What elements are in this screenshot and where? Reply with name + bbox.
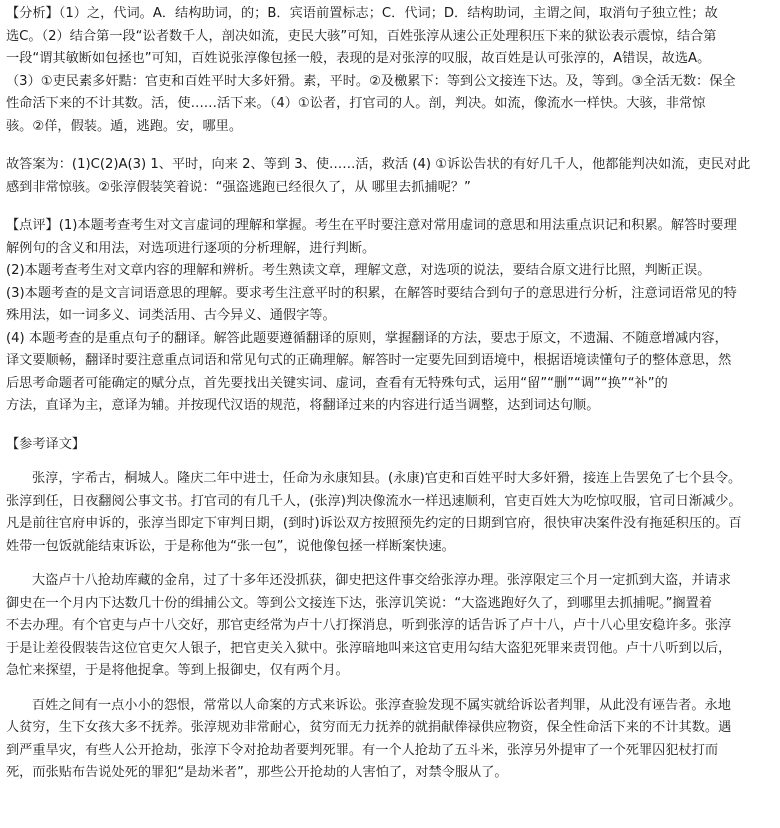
translation-line: 到严重旱灾，有些人公开抢劫，张淳下令对抢劫者要判死罪。有一个人抢劫了五斗米，张淳另外提审了一个死罪囚犯杖打而 <box>6 742 719 758</box>
translation-line: 姓带一包饭就能结束诉讼，于是称他为“张一包”，说他像包拯一样断案快速。 <box>6 538 455 554</box>
analysis-line: （3）①吏民素多奸黠：官吏和百姓平时大多奸猾。素，平时。②及檄累下：等到公文接连下达。及，等到。③全活无数：保全 <box>6 73 736 89</box>
translation-line: 急忙来探望，于是将他捉拿。等到上报御史，仅有两个月。 <box>6 663 349 678</box>
analysis-line: 【分析】（1）之，代词。A．结构助词，的；B．宾语前置标志；C．代词；D．结构助词，主谓之间，取消句子独立性；故 <box>6 6 718 21</box>
translation-line: 张淳，字希古，桐城人。隆庆二年中进士，任命为永康知县。(永康)官吏和百姓平时大多奸猾，接连上告罢免了七个县令。 <box>32 471 742 486</box>
translation-line: 大盗卢十八抢劫库藏的金帛，过了十多年还没抓获，御史把这件事交给张淳办理。张淳限定三个月一定抓到大盗，并请求 <box>32 573 731 588</box>
translation-paragraph <box>6 570 774 683</box>
answer-line: 感到非常惊骇。②张淳假装笑着说：“强盗逃跑已经很久了，从 哪里去抓捕呢？” <box>6 179 471 195</box>
comment-line: 译文要顺畅，翻译时要注意重点词语和常见句式的正确理解。解答时一定要先回到语境中，根据语境读懂句子的整体意思，然 <box>6 353 732 368</box>
comment-line: 方法，直译为主，意译为辅。并按现代汉语的规范，将翻译过来的内容进行适当调整，达到词达句顺。 <box>6 398 600 413</box>
comment-line: (2)本题考查考生对文章内容的理解和辨析。考生熟读文章，理解文意，对选项的说法，要结合原文进行比照，判断正误。 <box>6 263 711 278</box>
translation-line: 御史在一个月内下达数几十份的缉捕公文。等到公文接连下达，张淳讥笑说：“大盗逃跑好久了，到哪里去抓捕呢。”搁置着 <box>6 595 712 611</box>
translation-line: 不去办理。有个官吏与卢十八交好，那官吏经常为卢十八打探消息，听到张淳的话告诉了卢十八，卢十八心里安稳许多。张淳 <box>6 618 732 633</box>
translation-paragraph <box>6 468 774 558</box>
analysis-line: 一段“谓其敏断如包拯也”可知，百姓说张淳像包拯一般，表现的是对张淳的叹服，故百姓是认可张淳的，A错误，故选A。 <box>6 51 711 66</box>
translation-paragraph <box>6 695 774 785</box>
answer-line: 故答案为：(1)C(2)A(3) 1、平时，向来 2、等到 3、使……活，救活 (4) ①诉讼告状的有好几千人，他都能判决如流，吏民对此 <box>6 157 751 172</box>
analysis-line: 骇。②佯，假装。遁，逃跑。安，哪里。 <box>6 118 243 134</box>
comment-line: (3)本题考查的是文言词语意思的理解。要求考生注意平时的积累，在解答时要结合到句子的意思进行分析，注意词语常见的特 <box>6 285 737 301</box>
translation-line: 百姓之间有一点小小的怨恨，常常以人命案的方式来诉讼。张淳查验发现不属实就给诉讼者判罪，从此没有诬告者。永地 <box>32 697 731 713</box>
translation-line: 凡是前往官府申诉的，张淳当即定下审判日期，(到时)诉讼双方按照预先约定的日期到官府，很快审决案件没有拖延积压的。百 <box>6 516 742 531</box>
comment-line: (4) 本题考查的是重点句子的翻译。解答此题要遵循翻译的原则，掌握翻译的方法，要忠于原文，不遗漏、不随意增减内容， <box>6 330 728 346</box>
comment-line: 【点评】(1)本题考查考生对文言虚词的理解和掌握。考生在平时要注意对常用虚词的意思和用法重点识记和积累。解答时要理 <box>6 218 737 233</box>
translation-line: 死，而张贴布告说处死的罪犯“是劫米者”，那些公开抢劫的人害怕了，对禁令服从了。 <box>6 765 508 780</box>
comment-line: 后思考命题者可能确定的赋分点，首先要找出关键实词、虚词，查看有无特殊句式，运用“留”“删”“调”“换”“补”的 <box>6 375 668 391</box>
translation-heading: 【参考译文】 <box>6 436 86 452</box>
translation-line: 人贫穷，生下女孩大多不抚养。张淳规劝非常耐心，贫穷而无力抚养的就捐献俸禄供应物资，保全性命活下来的不计其数。遇 <box>6 720 732 735</box>
analysis-line: 选C。（2）结合第一段“讼者数千人，剖决如流，吏民大骇”可知，百姓张淳从速公正处理积压下来的狱讼表示震惊，结合第 <box>6 28 717 44</box>
analysis-line: 性命活下来的不计其数。活，使……活下来。（4）①讼者，打官司的人。剖，判决。如流，像流水一样快。大骇，非常惊 <box>6 96 706 111</box>
answer-section <box>6 154 774 199</box>
comment-line: 殊用法，如一词多义、词类活用、古今异义、通假字等。 <box>6 308 336 323</box>
analysis-section <box>6 3 774 138</box>
translation-line: 张淳到任，日夜翻阅公事文书。打官司的有几千人，(张淳)判决像流水一样迅速顺利，官吏百姓大为吃惊叹服，官司日渐减少。 <box>6 493 742 509</box>
translation-line: 于是让差役假装告这位官吏欠人银子，把官吏关入狱中。张淳暗地叫来这官吏用勾结大盗犯死罪来责罚他。卢十八听到以后， <box>6 640 732 656</box>
comment-section <box>6 215 774 418</box>
translation-section <box>6 434 774 785</box>
comment-line: 解例句的含义和用法，对选项进行逐项的分析理解，进行判断。 <box>6 240 376 256</box>
